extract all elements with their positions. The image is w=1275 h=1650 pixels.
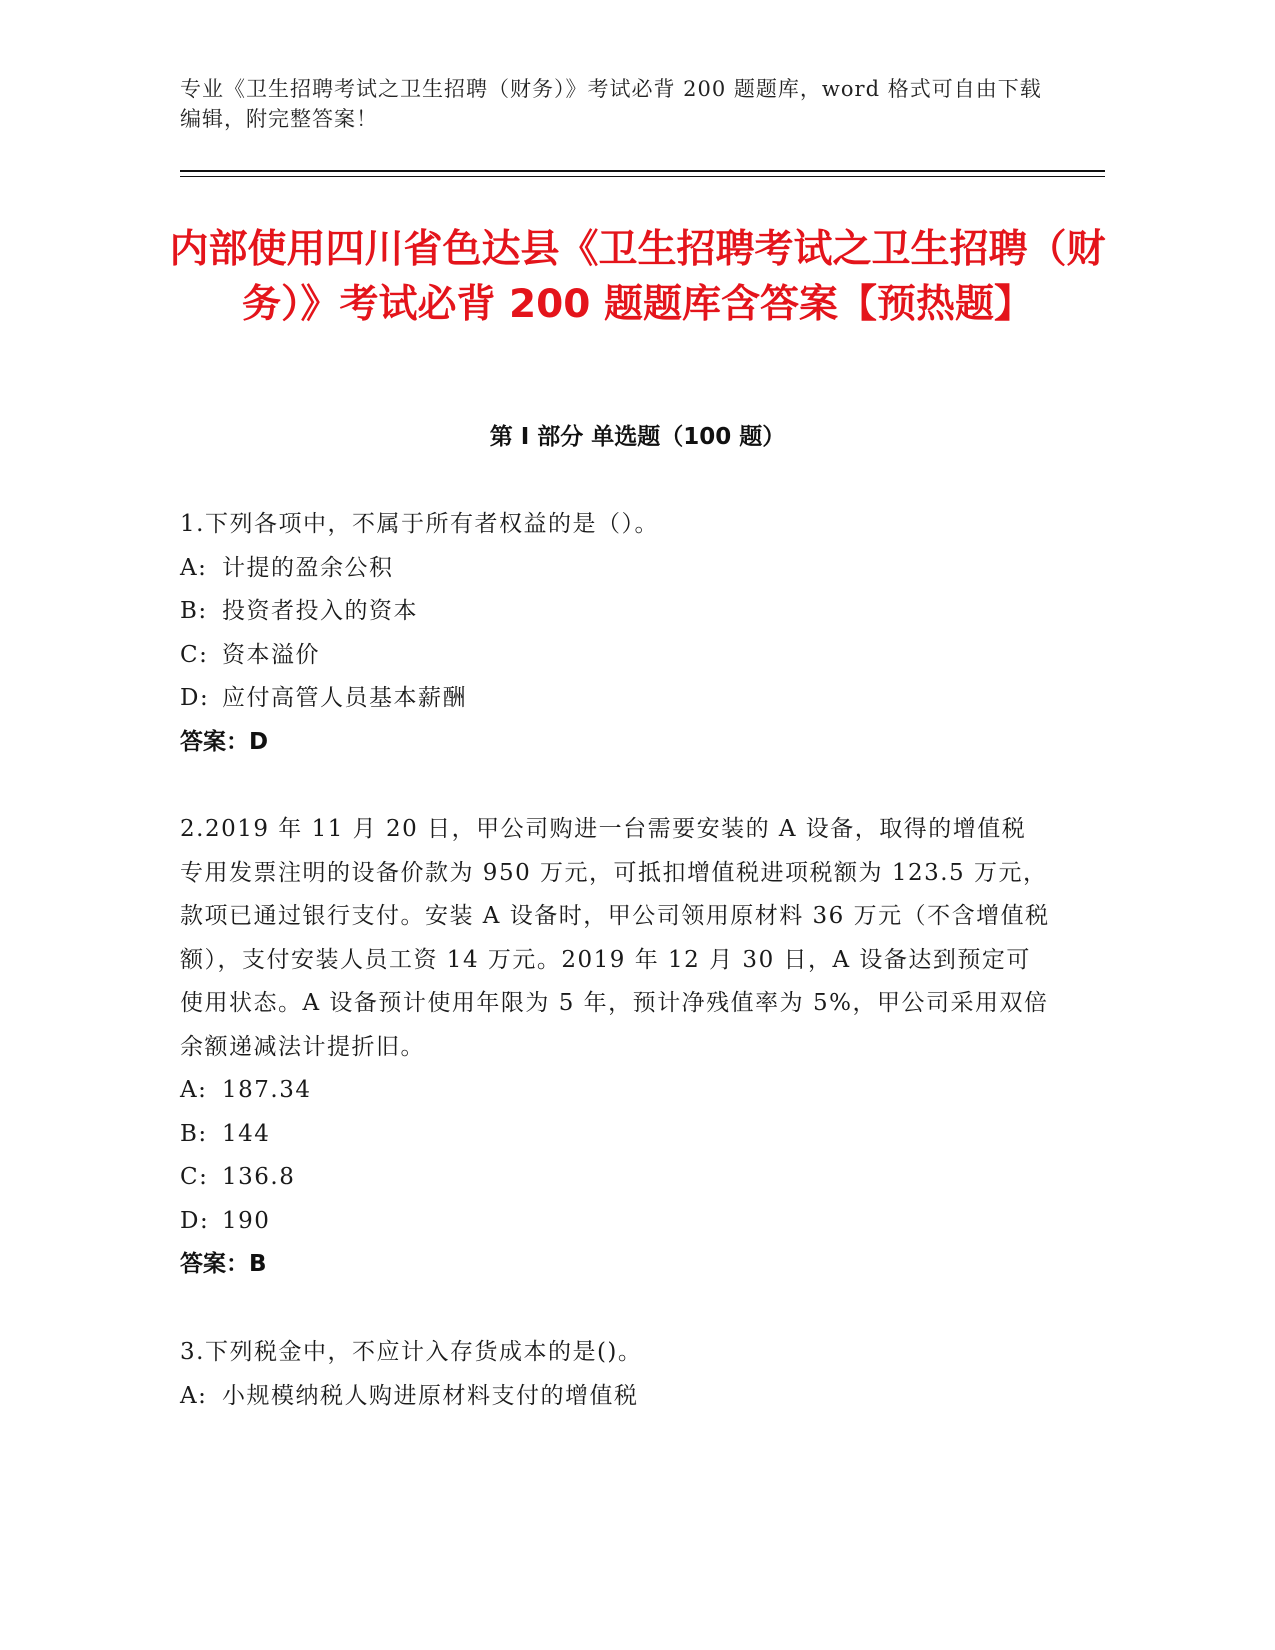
option-text: 144 (222, 1120, 271, 1147)
option-letter: A: (180, 1077, 208, 1103)
option-a (180, 1375, 1050, 1419)
question-2 (180, 808, 1050, 1287)
option-letter: A: (180, 554, 208, 581)
option-letter: A: (180, 1382, 208, 1409)
option-text: 190 (222, 1207, 271, 1234)
header-rule-thick (180, 170, 1105, 172)
question-3 (180, 1331, 1050, 1418)
option-letter: B: (180, 1120, 208, 1147)
section-title: 第 I 部分 单选题（100 题） (489, 424, 786, 450)
answer-label: 答案：B (180, 1251, 267, 1277)
header-rule-thin (180, 176, 1105, 177)
question-1 (180, 503, 1050, 764)
option-text: 投资者投入的资本 (222, 598, 418, 624)
option-a (180, 1069, 1050, 1113)
option-c (180, 634, 1050, 678)
question-stem: 2.2019 年 11 月 20 日，甲公司购进一台需要安装的 A 设备，取得的增值税专用发票注明的设备价款为 950 万元，可抵扣增值税进项税额为 123.5 万元，款项已通过银行支付。安装 A 设备时，甲公司领用原材料 36 万元（不含增值税额），支付安装人员工资 14 万元。2019 年 12 月 30 日，A 设备达到预定可使用状态。A 设备预计使用年限为 5 年，预计净残值率为 5%，甲公司采用双倍余额递减法计提折旧。 (180, 816, 1050, 1060)
option-letter: D: (180, 1207, 210, 1234)
option-b (180, 590, 1050, 634)
document-title: 内部使用四川省色达县《卫生招聘考试之卫生招聘（财务）》考试必背 200 题题库含答案【预热题】 (169, 227, 1106, 327)
option-text: 计提的盈余公积 (222, 554, 394, 581)
option-b (180, 1113, 1050, 1157)
answer-label: 答案：D (180, 728, 269, 755)
option-letter: B: (180, 598, 208, 624)
header-note: 专业《卫生招聘考试之卫生招聘（财务）》考试必背 200 题题库，word 格式可自由下载编辑，附完整答案！ (180, 77, 1042, 131)
option-letter: C: (180, 641, 209, 668)
question-stem: 3.下列税金中，不应计入存货成本的是()。 (180, 1339, 643, 1365)
option-d (180, 1200, 1050, 1244)
option-text: 187.34 (222, 1077, 312, 1103)
option-letter: D: (180, 685, 210, 711)
question-stem: 1.下列各项中，不属于所有者权益的是（）。 (180, 511, 659, 537)
option-text: 资本溢价 (222, 641, 320, 668)
option-text: 应付高管人员基本薪酬 (222, 685, 467, 711)
option-d (180, 677, 1050, 721)
option-c (180, 1156, 1050, 1200)
option-text: 小规模纳税人购进原材料支付的增值税 (222, 1382, 639, 1409)
option-text: 136.8 (222, 1164, 296, 1190)
option-letter: C: (180, 1164, 209, 1190)
option-a (180, 547, 1050, 591)
